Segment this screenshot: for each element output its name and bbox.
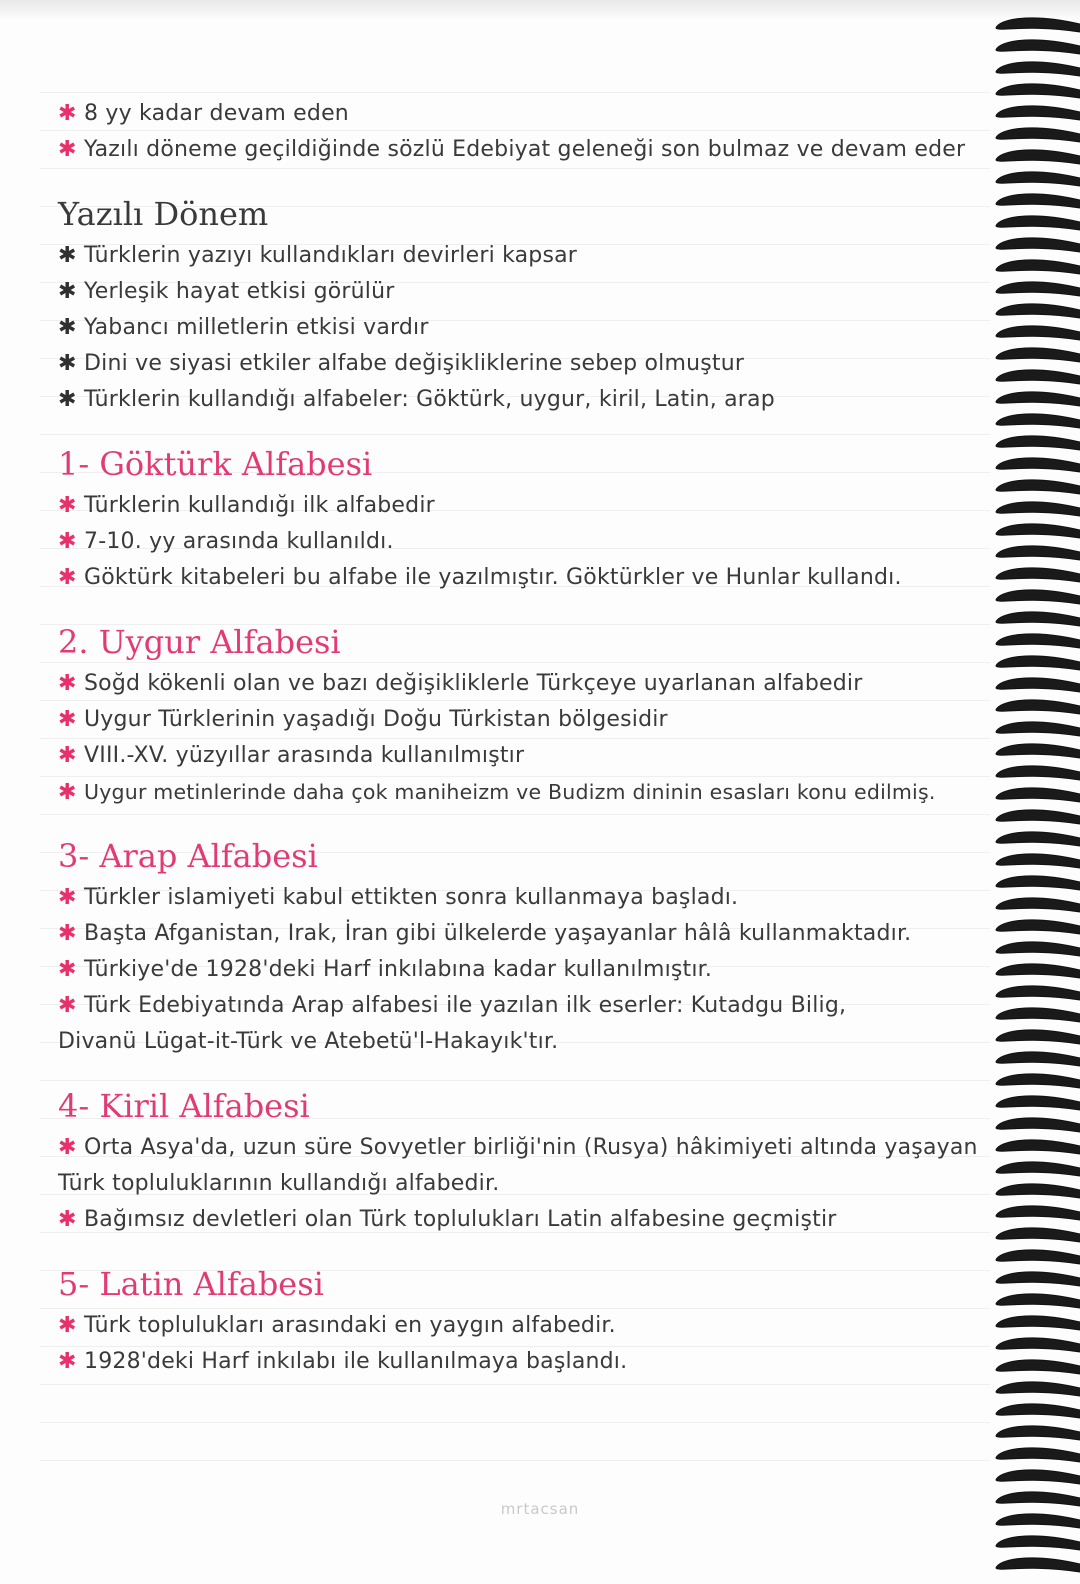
spiral-coil — [996, 854, 1080, 868]
intro-line: ✱ 8 yy kadar devam eden — [58, 96, 998, 132]
list-item-continuation: Divanü Lügat-it-Türk ve Atebetü'l-Hakayık'tır. — [58, 1029, 559, 1054]
ruled-line — [40, 1460, 990, 1461]
list-item: ✱ Soğd kökenli olan ve bazı değişikliklerle Türkçeye uyarlanan alfabedir — [58, 666, 998, 702]
list-item: ✱ Başta Afganistan, Irak, İran gibi ülkelerde yaşayanlar hâlâ kullanmaktadır. — [58, 916, 998, 952]
spiral-coil — [996, 744, 1080, 758]
notes-content — [58, 96, 998, 1380]
spiral-coil — [996, 766, 1080, 780]
spiral-coil — [996, 414, 1080, 428]
spiral-coil — [996, 1140, 1080, 1154]
spiral-coil — [996, 194, 1080, 208]
asterisk-icon: ✱ — [58, 565, 77, 590]
list-item: ✱ Uygur metinlerinde daha çok maniheizm ve Budizm dininin esasları konu edilmiş. — [58, 774, 998, 810]
section-heading: 2. Uygur Alfabesi — [58, 623, 341, 661]
spiral-coil — [996, 1404, 1080, 1418]
asterisk-icon: ✱ — [58, 1207, 77, 1232]
spiral-coil — [996, 1338, 1080, 1352]
spiral-coil — [996, 920, 1080, 934]
spiral-coil — [996, 172, 1080, 186]
list-item: ✱ 7-10. yy arasında kullanıldı. — [58, 524, 998, 560]
asterisk-icon: ✱ — [58, 387, 77, 412]
spiral-coil — [996, 524, 1080, 538]
spiral-coil — [996, 62, 1080, 76]
list-item: ✱ Bağımsız devletleri olan Türk toplulukları Latin alfabesine geçmiştir — [58, 1202, 998, 1238]
spiral-coil — [996, 876, 1080, 890]
asterisk-icon: ✱ — [58, 993, 77, 1018]
spiral-coil — [996, 722, 1080, 736]
intro-line: ✱ Yazılı döneme geçildiğinde sözlü Edebiyat geleneği son bulmaz ve devam eder — [58, 132, 998, 168]
asterisk-icon: ✱ — [58, 921, 77, 946]
section-heading: 1- Göktürk Alfabesi — [58, 445, 373, 483]
ruled-line — [40, 1422, 990, 1423]
asterisk-icon: ✱ — [58, 885, 77, 910]
spiral-coil — [996, 1206, 1080, 1220]
spiral-coil — [996, 1096, 1080, 1110]
spiral-coil — [996, 1184, 1080, 1198]
spiral-coil — [996, 1448, 1080, 1462]
spiral-coil — [996, 480, 1080, 494]
spiral-coil — [996, 700, 1080, 714]
spiral-coil — [996, 1250, 1080, 1264]
list-item: ✱ Türklerin kullandığı alfabeler: Göktürk, uygur, kiril, Latin, arap — [58, 382, 998, 418]
spiral-coil — [996, 656, 1080, 670]
spiral-coil — [996, 1162, 1080, 1176]
spiral-coil — [996, 370, 1080, 384]
asterisk-icon: ✱ — [58, 101, 77, 126]
spiral-coil — [996, 832, 1080, 846]
spiral-coil — [996, 260, 1080, 274]
spiral-coil — [996, 282, 1080, 296]
spiral-coil — [996, 1426, 1080, 1440]
spiral-coil — [996, 18, 1080, 32]
asterisk-icon: ✱ — [58, 957, 77, 982]
section-heading: 5- Latin Alfabesi — [58, 1265, 324, 1303]
spiral-coil — [996, 1316, 1080, 1330]
list-item: ✱ Türk Edebiyatında Arap alfabesi ile yazılan ilk eserler: Kutadgu Bilig, — [58, 988, 998, 1024]
spiral-coil — [996, 106, 1080, 120]
list-item: ✱ 1928'deki Harf inkılabı ile kullanılmaya başlandı. — [58, 1344, 998, 1380]
spiral-coil — [996, 1536, 1080, 1550]
spiral-coil — [996, 942, 1080, 956]
spiral-coil — [996, 1074, 1080, 1088]
watermark: mrtacsan — [500, 1500, 580, 1518]
spiral-coil — [996, 436, 1080, 450]
spiral-coil — [996, 1030, 1080, 1044]
spiral-coil — [996, 1228, 1080, 1242]
section-kiril-alfabesi — [58, 1082, 998, 1238]
spiral-coil — [996, 502, 1080, 516]
spiral-coil — [996, 1360, 1080, 1374]
list-item: ✱ Uygur Türklerinin yaşadığı Doğu Türkistan bölgesidir — [58, 702, 998, 738]
asterisk-icon: ✱ — [58, 315, 77, 340]
ruled-line — [40, 1384, 990, 1385]
spiral-coil — [996, 898, 1080, 912]
spiral-coil — [996, 568, 1080, 582]
spiral-coil — [996, 1008, 1080, 1022]
spiral-coil — [996, 238, 1080, 252]
spiral-coil — [996, 216, 1080, 230]
spiral-binding — [988, 0, 1080, 1584]
section-heading: 3- Arap Alfabesi — [58, 837, 318, 875]
list-item: ✱ Yabancı milletlerin etkisi vardır — [58, 310, 998, 346]
asterisk-icon: ✱ — [58, 529, 77, 554]
list-item: ✱ Türklerin kullandığı ilk alfabedir — [58, 488, 998, 524]
asterisk-icon: ✱ — [58, 671, 77, 696]
asterisk-icon: ✱ — [58, 707, 77, 732]
list-item: ✱ Türkler islamiyeti kabul ettikten sonra kullanmaya başladı. — [58, 880, 998, 916]
spiral-coil — [996, 150, 1080, 164]
spiral-coil — [996, 40, 1080, 54]
asterisk-icon: ✱ — [58, 279, 77, 304]
list-item: ✱ Türklerin yazıyı kullandıkları devirleri kapsar — [58, 238, 998, 274]
asterisk-icon: ✱ — [58, 243, 77, 268]
section-yazili-donem — [58, 190, 998, 418]
spiral-coil — [996, 84, 1080, 98]
asterisk-icon: ✱ — [58, 1349, 77, 1374]
asterisk-icon: ✱ — [58, 1135, 77, 1160]
spiral-coil — [996, 986, 1080, 1000]
spiral-coil — [996, 1118, 1080, 1132]
spiral-coil — [996, 1294, 1080, 1308]
asterisk-icon: ✱ — [58, 1313, 77, 1338]
list-item: ✱ VIII.-XV. yüzyıllar arasında kullanılmıştır — [58, 738, 998, 774]
asterisk-icon: ✱ — [58, 493, 77, 518]
list-item: ✱ Türk toplulukları arasındaki en yaygın alfabedir. — [58, 1308, 998, 1344]
spiral-coil — [996, 1272, 1080, 1286]
list-item: ✱ Türkiye'de 1928'deki Harf inkılabına kadar kullanılmıştır. — [58, 952, 998, 988]
section-heading: 4- Kiril Alfabesi — [58, 1087, 310, 1125]
asterisk-icon: ✱ — [58, 743, 77, 768]
spiral-coil — [996, 788, 1080, 802]
ruled-line — [40, 92, 990, 93]
spiral-coil — [996, 128, 1080, 142]
list-item: ✱ Göktürk kitabeleri bu alfabe ile yazılmıştır. Göktürkler ve Hunlar kullandı. — [58, 560, 998, 596]
spiral-coil — [996, 590, 1080, 604]
list-item: ✱ Orta Asya'da, uzun süre Sovyetler birliği'nin (Rusya) hâkimiyeti altında yaşayan Türk topluluklarının kullandığı alfabedir. — [58, 1130, 998, 1202]
spiral-coil — [996, 458, 1080, 472]
asterisk-icon: ✱ — [58, 780, 77, 805]
spiral-coil — [996, 546, 1080, 560]
asterisk-icon: ✱ — [58, 351, 77, 376]
section-latin-alfabesi — [58, 1260, 998, 1380]
spiral-coil — [996, 810, 1080, 824]
list-item: ✱ Dini ve siyasi etkiler alfabe değişikliklerine sebep olmuştur — [58, 346, 998, 382]
section-uygur-alfabesi — [58, 618, 998, 810]
page-top-shadow — [0, 0, 1080, 20]
spiral-coil — [996, 612, 1080, 626]
spiral-coil — [996, 1382, 1080, 1396]
section-arap-alfabesi — [58, 832, 998, 1060]
intro-block — [58, 96, 998, 168]
spiral-coil — [996, 348, 1080, 362]
spiral-coil — [996, 304, 1080, 318]
spiral-coil — [996, 678, 1080, 692]
spiral-coil — [996, 964, 1080, 978]
spiral-coil — [996, 326, 1080, 340]
list-item: ✱ Yerleşik hayat etkisi görülür — [58, 274, 998, 310]
spiral-coil — [996, 1558, 1080, 1572]
section-gokturk-alfabesi — [58, 440, 998, 596]
spiral-coil — [996, 392, 1080, 406]
asterisk-icon: ✱ — [58, 137, 77, 162]
spiral-coil — [996, 1470, 1080, 1484]
spiral-coil — [996, 634, 1080, 648]
section-heading: Yazılı Dönem — [58, 195, 269, 233]
spiral-coil — [996, 1052, 1080, 1066]
